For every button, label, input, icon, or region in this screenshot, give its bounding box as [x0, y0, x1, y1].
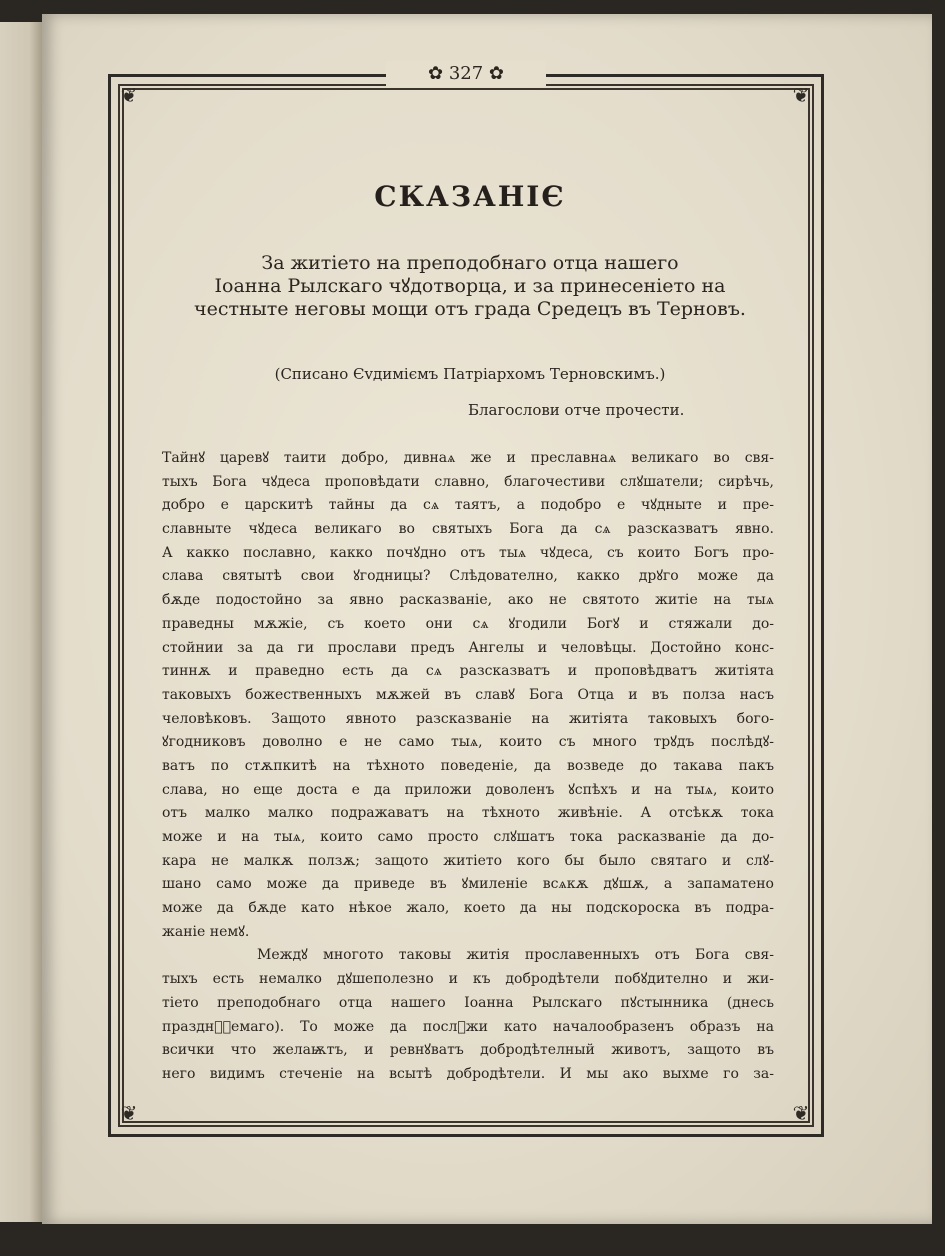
subtitle-line: За житіето на преподобнаго отца нашего [261, 252, 679, 274]
text-line: кара не малкѫ ползѫ; защото житіето кого бы было святаго и слꙋ- [162, 852, 774, 869]
page-number [386, 61, 546, 87]
text-line: таковыхъ божественныхъ мѫжей въ славꙋ Бога Отца и въ полза насъ [162, 686, 774, 703]
text-line: него видимъ стеченіе на всытѣ добродѣтели. И мы ако выхме го за- [162, 1065, 774, 1082]
body-text [162, 447, 774, 1087]
text-line: тіето преподобнаго отца нашего Іоанна Рылскаго пꙋстынника (днесь [162, 994, 774, 1011]
corner-ornament-icon: ❦ [792, 83, 810, 107]
text-line: слава святытѣ свои ꙋгодницы? Слѣдователно, какко дрꙋго може да [162, 568, 774, 585]
text-line: може да бѫде като нѣкое жало, което да ны подскороска въ подра- [162, 900, 774, 917]
text-line: ватъ по стѫпкитѣ на тѣхното поведеніе, да возведе до такава пакъ [162, 757, 774, 774]
text-line: человѣковъ. Защото явното разсказваніе на житіята таковыхъ бого- [162, 710, 774, 727]
subtitle-line: честныте неговы мощи отъ града Средецъ въ Терновъ. [194, 298, 746, 320]
text-line: отъ малко малко подражаватъ на тѣхното живѣніе. А отсѣкѫ тока [162, 805, 774, 822]
text-line: шано само може да приведе въ ꙋмиленіе всѧкѫ дꙋшѫ, а запаматено [162, 876, 774, 893]
text-line: тиннѫ и праведно есть да сѧ разсказватъ и проповѣдватъ житіята [162, 663, 774, 680]
text-line: жаніе немꙋ. [162, 923, 250, 940]
text-line: А какко пославно, какко почꙋдно отъ тыѧ чꙋдеса, съ които Богъ про- [162, 544, 774, 561]
text-line: всички что желаѭтъ, и ревнꙋватъ добродѣтелный животъ, защото въ [162, 1042, 774, 1059]
text-line: слава, но еще доста е да приложи доволенъ ꙋспѣхъ и на тыѧ, които [162, 781, 774, 798]
corner-ornament-icon: ❦ [120, 83, 138, 107]
ornament-right-icon: ✿ [483, 63, 504, 84]
text-line: славныте чꙋдеса великаго во святыхъ Бога да сѧ разсказватъ явно. [162, 521, 774, 538]
corner-ornament-icon: ❦ [792, 1101, 810, 1125]
author-note: (Списано Єvдиміємъ Патріархомъ Терновскимъ.) [274, 365, 666, 383]
text-line: ꙋгодниковъ доволно е не само тыѧ, които съ много трꙋдъ послѣдꙋ- [162, 734, 774, 751]
ornament-left-icon: ✿ [428, 63, 449, 84]
subtitle [150, 252, 790, 321]
blessing-line: Благослови отче прочести. [468, 401, 685, 419]
text-line: Междꙋ многото таковы житія прославенныхъ отъ Бога свя- [257, 947, 774, 964]
text-line: бѫде подостойно за явно расказваніе, ако не святото житіе на тыѧ [162, 592, 774, 609]
page-number-text: 327 [448, 63, 484, 84]
text-line: може и на тыѧ, които само просто слꙋшатъ тока расказваніе да до- [162, 829, 774, 845]
text-line: добро е царскитѣ тайны да сѧ таятъ, а подобро е чꙋдныте и пре- [162, 497, 774, 514]
subtitle-line: Іоанна Рылскаго чꙋдотворца, и за принесеніето на [214, 275, 726, 297]
corner-ornament-icon: ❦ [120, 1101, 138, 1125]
text-line: стойнии за да ги прослави предъ Ангелы и человѣцы. Достойно конс- [162, 639, 774, 656]
text-line: Тайнꙋ царевꙋ таити добро, дивнаѧ же и преславнаѧ великаго во свя- [162, 450, 774, 466]
left-page-edge [0, 22, 42, 1222]
text-line: праведны мѫжіе, съ което они сѧ ꙋгодили Богꙋ и стяжали до- [162, 615, 774, 632]
text-line: тыхъ есть немалко дꙋшеполезно и къ добродѣтели побꙋдително и жи- [162, 971, 774, 988]
text-line: праздн꙯ꙋемаго). То може да послꙋжи като началообразенъ образъ на [162, 1018, 774, 1035]
text-line: тыхъ Бога чꙋдеса проповѣдати славно, благочестиви слꙋшатели; сирѣчь, [162, 473, 774, 490]
page-title: СКАЗАНІЄ [374, 180, 566, 213]
